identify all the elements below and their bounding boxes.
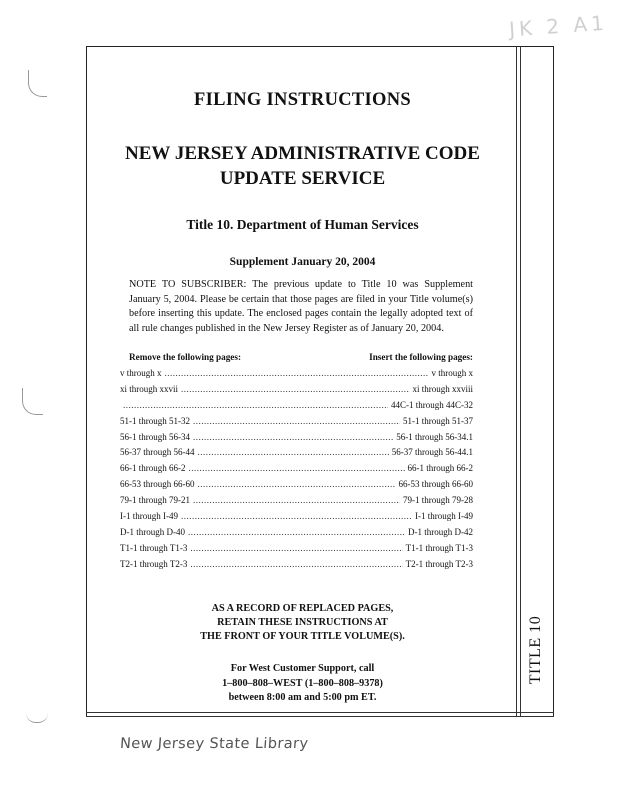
- remove-pages: I-1 through I-49: [120, 511, 178, 522]
- list-item: [120, 557, 473, 573]
- list-item: [120, 445, 473, 461]
- record-instructions: [90, 602, 515, 644]
- library-stamp: New Jersey State Library: [119, 736, 309, 752]
- frame-bottom-rule: [86, 716, 554, 717]
- margin-mark: [22, 388, 43, 415]
- insert-header: Insert the following pages:: [369, 352, 473, 362]
- title-tab: [519, 610, 553, 690]
- code-title-line: NEW JERSEY ADMINISTRATIVE CODE: [125, 143, 480, 164]
- remove-pages: T1-1 through T1-3: [120, 542, 188, 553]
- insert-pages: 44C-1 through 44C-32: [391, 399, 473, 410]
- list-item: [120, 493, 473, 509]
- remove-pages: D-1 through D-40: [120, 526, 185, 537]
- remove-pages: 66-1 through 66-2: [120, 463, 186, 474]
- list-item: [120, 509, 473, 525]
- tab-divider-line: [516, 46, 517, 716]
- record-line: RETAIN THESE INSTRUCTIONS AT: [217, 617, 388, 628]
- list-item: [120, 366, 473, 382]
- remove-pages: 51-1 through 51-32: [120, 415, 190, 426]
- insert-pages: I-1 through I-49: [415, 511, 473, 522]
- title-section: Title 10. Department of Human Services: [186, 217, 419, 232]
- remove-pages: xi through xxvii: [120, 383, 178, 394]
- customer-support: [90, 662, 515, 706]
- remove-header: Remove the following pages:: [129, 352, 242, 362]
- remove-pages: T2-1 through T2-3: [120, 558, 188, 569]
- insert-pages: 79-1 through 79-28: [403, 495, 473, 506]
- insert-pages: T1-1 through T1-3: [405, 542, 473, 553]
- insert-pages: D-1 through D-42: [408, 526, 473, 537]
- list-item: [120, 477, 473, 493]
- remove-pages: 56-37 through 56-44: [120, 447, 195, 458]
- insert-pages: 66-1 through 66-2: [407, 463, 473, 474]
- remove-pages: v through x: [120, 368, 162, 378]
- insert-pages: T2-1 through T2-3: [405, 558, 473, 569]
- subscriber-note: NOTE TO SUBSCRIBER: The previous update to Title 10 was Supplement January 5, 2004. Please be certain that those pages are filed in your Title volume(s) before inserting this update. The enclosed pages contain the legally adopted text of all rule changes published in the New Jersey Register as of January 20, 2004.: [129, 279, 473, 334]
- remove-pages: 66-53 through 66-60: [120, 479, 195, 490]
- title-tab-label: TITLE 10: [527, 615, 544, 685]
- support-line: For West Customer Support, call: [230, 663, 375, 674]
- margin-mark: [26, 706, 48, 723]
- record-line: AS A RECORD OF REPLACED PAGES,: [211, 603, 394, 614]
- list-item: [120, 525, 473, 541]
- insert-pages: 66-53 through 66-60: [398, 479, 473, 490]
- code-title: [90, 141, 515, 191]
- record-line: THE FRONT OF YOUR TITLE VOLUME(S).: [200, 631, 405, 642]
- insert-pages: 51-1 through 51-37: [403, 415, 473, 426]
- list-item: [120, 382, 473, 398]
- list-item: [120, 430, 473, 446]
- frame-bottom-rule: [86, 712, 554, 713]
- support-phone: 1–800–808–WEST (1–800–808–9378): [222, 677, 383, 689]
- insert-pages: v through x: [431, 368, 473, 378]
- insert-pages: 56-37 through 56-44.1: [391, 447, 473, 458]
- remove-pages: 79-1 through 79-21: [120, 495, 190, 506]
- scan-stamp-top-right: JK 2 A1: [508, 10, 609, 42]
- page-list: [120, 366, 473, 573]
- margin-mark: [28, 70, 47, 97]
- page-title: FILING INSTRUCTIONS: [194, 90, 411, 110]
- code-title-line: UPDATE SERVICE: [219, 168, 386, 189]
- list-item: [120, 461, 473, 477]
- list-item: [120, 398, 473, 414]
- insert-pages: 56-1 through 56-34.1: [396, 431, 473, 442]
- remove-pages: 56-1 through 56-34: [120, 431, 190, 442]
- list-item: [120, 414, 473, 430]
- column-headers: [129, 352, 473, 362]
- list-item: [120, 541, 473, 557]
- support-hours: between 8:00 am and 5:00 pm ET.: [228, 692, 377, 703]
- supplement-date: Supplement January 20, 2004: [229, 256, 376, 268]
- insert-pages: xi through xxviii: [412, 383, 473, 394]
